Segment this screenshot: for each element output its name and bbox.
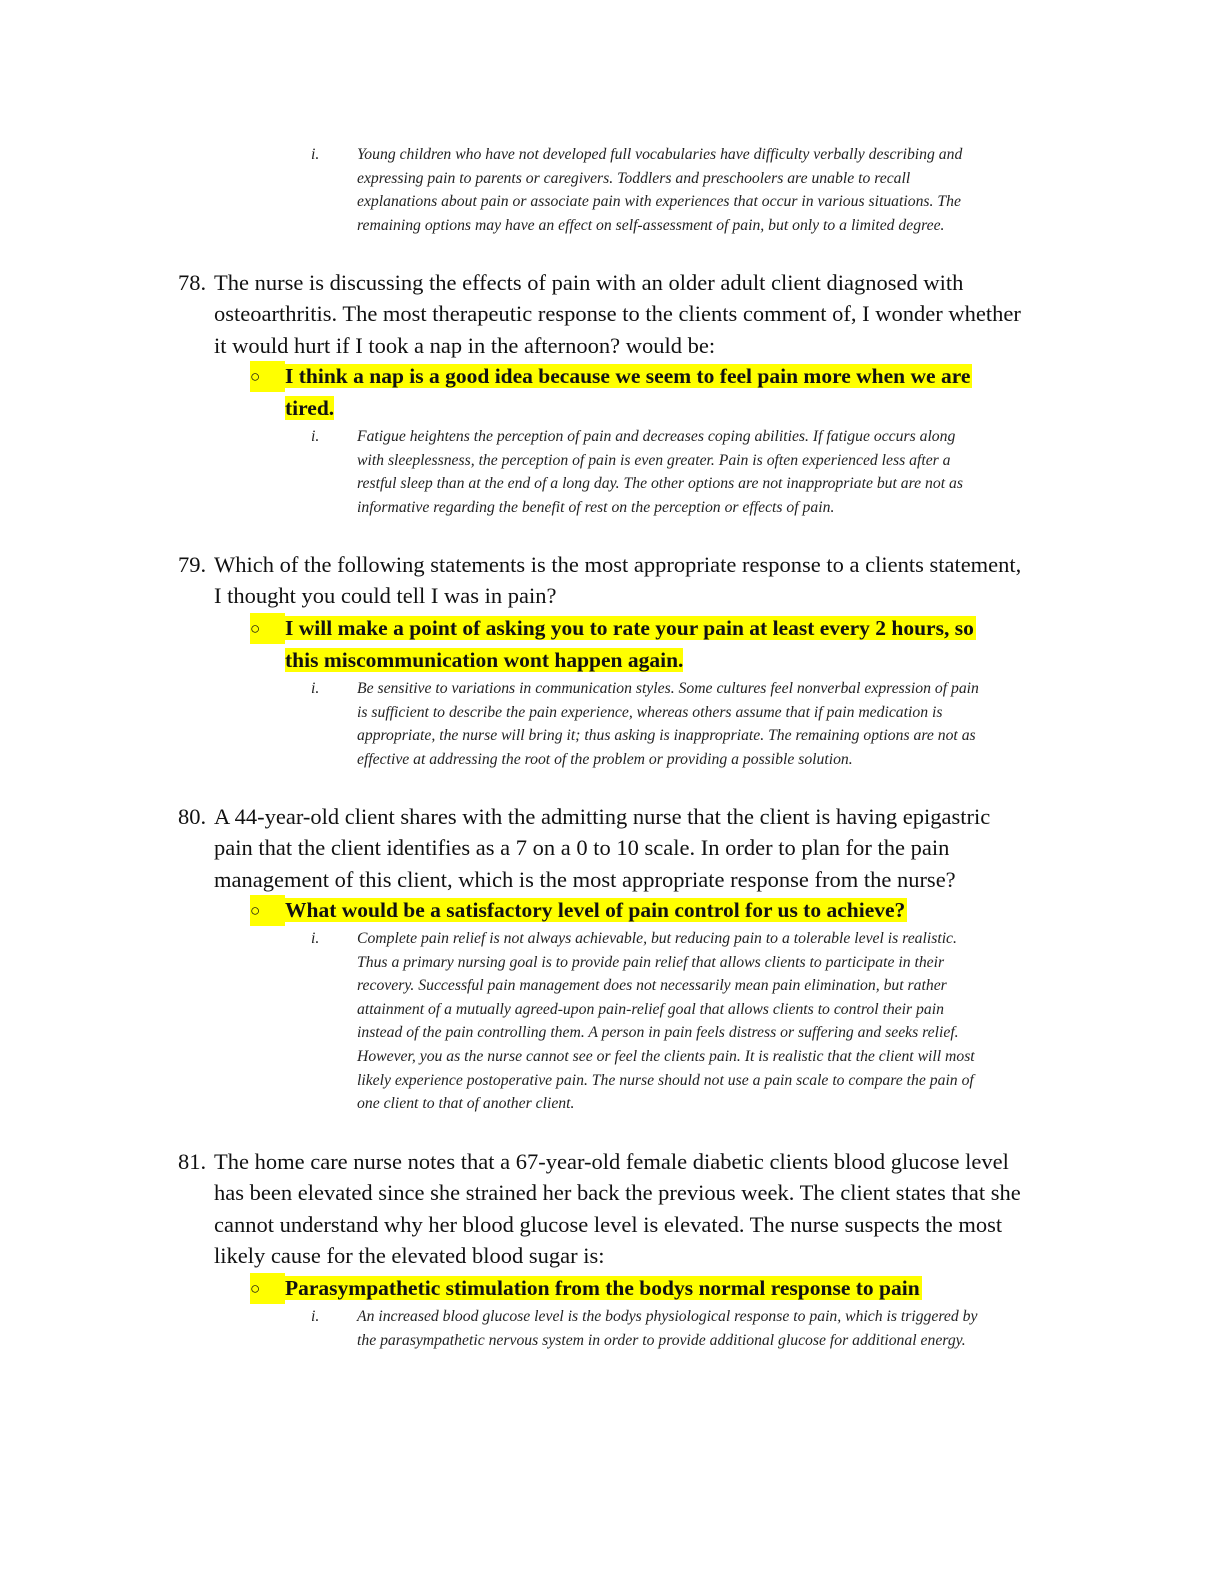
answer-block bbox=[250, 361, 972, 424]
question-number: 79. bbox=[178, 552, 207, 577]
explanation-line: the parasympathetic nervous system in order to provide additional glucose for additional energy. bbox=[357, 1331, 966, 1349]
explanation-block bbox=[311, 143, 962, 237]
question-line: A 44-year-old client shares with the admitting nurse that the client is having epigastric bbox=[214, 804, 991, 829]
answer-line bbox=[285, 645, 976, 677]
explanation-line: recovery. Successful pain management does not necessarily mean pain elimination, but rather bbox=[357, 977, 947, 995]
highlighted-text: tired. bbox=[285, 395, 335, 420]
question-block bbox=[178, 801, 990, 895]
explanation-block bbox=[311, 425, 963, 519]
explanation-line: However, you as the nurse cannot see or feel the clients pain. It is realistic that the client will most bbox=[357, 1047, 975, 1065]
explanation-line: Fatigue heightens the perception of pain and decreases coping abilities. If fatigue occurs along bbox=[357, 428, 956, 445]
explanation-block bbox=[311, 677, 979, 771]
explanation-block bbox=[311, 927, 975, 1116]
question-line: Which of the following statements is the most appropriate response to a clients statement, bbox=[214, 552, 1022, 577]
question-line: has been elevated since she strained her back the previous week. The client states that she bbox=[214, 1180, 1021, 1206]
bullet-icon: ○ bbox=[250, 613, 285, 644]
question-line: The nurse is discussing the effects of pain with an older adult client diagnosed with bbox=[214, 270, 964, 295]
explanation-line: Thus a primary nursing goal is to provide pain relief that allows clients to participate in their bbox=[357, 953, 945, 971]
explanation-line: explanations about pain or associate pain with experiences that occur in various situations. The bbox=[357, 193, 961, 211]
list-marker: i. bbox=[311, 930, 320, 947]
question-line: osteoarthritis. The most therapeutic response to the clients comment of, I wonder whether bbox=[214, 301, 1021, 327]
question-block bbox=[178, 1146, 1021, 1271]
answer-line bbox=[285, 613, 976, 645]
question-number: 80. bbox=[178, 804, 207, 829]
highlighted-text: this miscommunication wont happen again. bbox=[285, 647, 684, 672]
list-marker: i. bbox=[311, 1308, 320, 1325]
bullet-icon: ○ bbox=[250, 1273, 285, 1304]
explanation-line: appropriate, the nurse will bring it; thus asking is inappropriate. The remaining options are not as bbox=[357, 727, 976, 745]
highlighted-text: Parasympathetic stimulation from the bodys normal response to pain bbox=[285, 1276, 920, 1300]
answer-line bbox=[285, 393, 972, 425]
explanation-line: expressing pain to parents or caregivers. Toddlers and preschoolers are unable to recall bbox=[357, 169, 911, 187]
explanation-line: with sleeplessness, the perception of pain is even greater. Pain is often experienced less after a bbox=[357, 451, 951, 469]
explanation-line: attainment of a mutually agreed-upon pain-relief goal that allows clients to control their pain bbox=[357, 1000, 944, 1018]
highlighted-text: What would be a satisfactory level of pain control for us to achieve? bbox=[285, 898, 906, 922]
explanation-line: likely experience postoperative pain. The nurse should not use a pain scale to compare the pain of bbox=[357, 1071, 974, 1089]
answer-block bbox=[250, 1273, 922, 1305]
explanation-line: one client to that of another client. bbox=[357, 1095, 575, 1113]
explanation-line: restful sleep than at the end of a long day. The other options are not inappropriate but are not as bbox=[357, 475, 963, 493]
question-number: 81. bbox=[178, 1149, 207, 1174]
bullet-icon: ○ bbox=[250, 895, 285, 926]
question-block bbox=[178, 549, 1021, 612]
explanation-line: is sufficient to describe the pain experience, whereas others assume that if pain medication is bbox=[357, 703, 943, 721]
answer-block bbox=[250, 613, 976, 676]
bullet-icon: ○ bbox=[250, 361, 285, 392]
list-marker: i. bbox=[311, 680, 320, 697]
question-number: 78. bbox=[178, 270, 207, 295]
question-line: I thought you could tell I was in pain? bbox=[214, 583, 557, 609]
highlighted-text: I think a nap is a good idea because we seem to feel pain more when we are bbox=[285, 364, 971, 388]
explanation-line: remaining options may have an effect on self-assessment of pain, but only to a limited degree. bbox=[357, 216, 945, 234]
highlighted-text: I will make a point of asking you to rate your pain at least every 2 hours, so bbox=[285, 616, 974, 640]
question-line: it would hurt if I took a nap in the afternoon? would be: bbox=[214, 332, 716, 358]
question-line: pain that the client identifies as a 7 on a 0 to 10 scale. In order to plan for the pain bbox=[214, 835, 950, 861]
explanation-line: Be sensitive to variations in communication styles. Some cultures feel nonverbal expression of pain bbox=[357, 680, 979, 697]
question-line: likely cause for the elevated blood sugar is: bbox=[214, 1242, 605, 1268]
explanation-block bbox=[311, 1305, 977, 1352]
answer-block bbox=[250, 895, 907, 927]
explanation-line: effective at addressing the root of the problem or providing a possible solution. bbox=[357, 750, 853, 768]
question-line: cannot understand why her blood glucose level is elevated. The nurse suspects the most bbox=[214, 1211, 1003, 1237]
answer-line bbox=[285, 361, 972, 393]
list-marker: i. bbox=[311, 428, 320, 445]
question-block bbox=[178, 267, 1021, 361]
explanation-line: Young children who have not developed full vocabularies have difficulty verbally describing and bbox=[357, 146, 963, 163]
question-line: The home care nurse notes that a 67-year-old female diabetic clients blood glucose level bbox=[214, 1149, 1009, 1174]
explanation-line: informative regarding the benefit of rest on the perception or effects of pain. bbox=[357, 498, 835, 516]
question-line: management of this client, which is the most appropriate response from the nurse? bbox=[214, 866, 956, 892]
explanation-line: Complete pain relief is not always achievable, but reducing pain to a tolerable level is realistic. bbox=[357, 930, 957, 947]
explanation-line: instead of the pain controlling them. A person in pain feels distress or suffering and seeks relief. bbox=[357, 1024, 959, 1042]
answer-line bbox=[285, 895, 907, 927]
explanation-line: An increased blood glucose level is the bodys physiological response to pain, which is triggered by bbox=[357, 1308, 978, 1325]
answer-line bbox=[285, 1273, 922, 1305]
list-marker: i. bbox=[311, 146, 320, 163]
